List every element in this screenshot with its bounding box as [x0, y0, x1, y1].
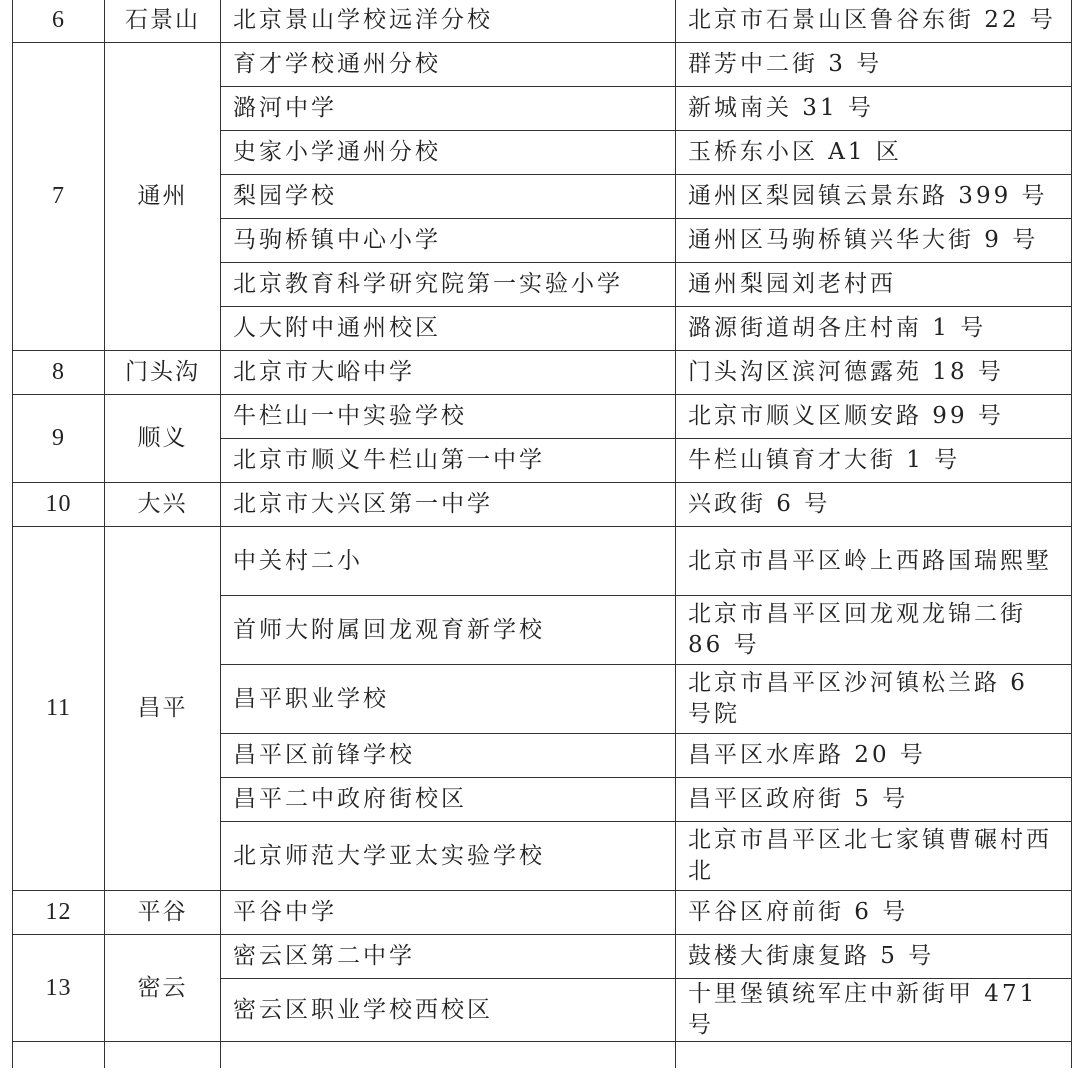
school-name: 昌平职业学校: [221, 665, 676, 734]
school-name: 人大附中通州校区: [221, 307, 676, 351]
district-name: 昌平: [105, 527, 221, 891]
school-name: 史家小学通州分校: [221, 131, 676, 175]
school-name: 平谷中学: [221, 891, 676, 935]
row-number: 7: [13, 43, 105, 351]
table-row: [13, 0, 1072, 43]
district-name: 顺义: [105, 395, 221, 483]
school-address: 门头沟区滨河德露苑 18 号: [676, 351, 1072, 395]
district-name: 门头沟: [105, 351, 221, 395]
school-name: 马驹桥镇中心小学: [221, 219, 676, 263]
school-address: 北京市石景山区鲁谷东街 22 号: [676, 0, 1072, 43]
district-name: 石景山: [105, 0, 221, 43]
school-address: 昌平区水库路 20 号: [676, 734, 1072, 778]
row-number: 13: [13, 935, 105, 1042]
table-row: [13, 483, 1072, 527]
school-name: 北京教育科学研究院第一实验小学: [221, 263, 676, 307]
table-row: [13, 935, 1072, 979]
school-address-table: [12, 0, 1072, 1068]
school-address: 十里堡镇统军庄中新街甲 471 号: [676, 979, 1072, 1042]
school-address: 北京市昌平区岭上西路国瑞熙墅: [676, 527, 1072, 596]
school-address: 通州梨园刘老村西: [676, 263, 1072, 307]
school-name: 北京市大兴区第一中学: [221, 483, 676, 527]
school-address: 通州区马驹桥镇兴华大街 9 号: [676, 219, 1072, 263]
district-name: 通州: [105, 43, 221, 351]
school-name: 北京市大峪中学: [221, 351, 676, 395]
school-name: 潞河中学: [221, 87, 676, 131]
school-address: 群芳中二街 3 号: [676, 43, 1072, 87]
school-name: 密云区第二中学: [221, 935, 676, 979]
school-address: 潞源街道胡各庄村南 1 号: [676, 307, 1072, 351]
school-name: 育才学校通州分校: [221, 43, 676, 87]
table-row: [13, 351, 1072, 395]
school-name: 首师大附属回龙观育新学校: [221, 596, 676, 665]
school-address: 北京市昌平区回龙观龙锦二街 86 号: [676, 596, 1072, 665]
school-name: 中关村二小: [221, 527, 676, 596]
table-row: [13, 43, 1072, 87]
row-number: 11: [13, 527, 105, 891]
school-address: 北京市昌平区沙河镇松兰路 6 号院: [676, 665, 1072, 734]
empty-cell: [13, 1042, 105, 1069]
row-number: 8: [13, 351, 105, 395]
row-number: 6: [13, 0, 105, 43]
table-row: [13, 395, 1072, 439]
school-list-document: [12, 0, 1071, 1068]
empty-cell: [221, 1042, 676, 1069]
school-address: 兴政街 6 号: [676, 483, 1072, 527]
row-number: 9: [13, 395, 105, 483]
school-address: 北京市昌平区北七家镇曹碾村西北: [676, 822, 1072, 891]
row-number: 10: [13, 483, 105, 527]
table-row: [13, 891, 1072, 935]
school-address: 鼓楼大街康复路 5 号: [676, 935, 1072, 979]
school-address: 通州区梨园镇云景东路 399 号: [676, 175, 1072, 219]
table-row: [13, 527, 1072, 596]
school-address: 昌平区政府街 5 号: [676, 778, 1072, 822]
school-name: 牛栏山一中实验学校: [221, 395, 676, 439]
district-name: 平谷: [105, 891, 221, 935]
school-name: 梨园学校: [221, 175, 676, 219]
district-name: 大兴: [105, 483, 221, 527]
empty-cell: [676, 1042, 1072, 1069]
school-name: 密云区职业学校西校区: [221, 979, 676, 1042]
school-address: 牛栏山镇育才大街 1 号: [676, 439, 1072, 483]
school-name: 昌平二中政府街校区: [221, 778, 676, 822]
school-address: 玉桥东小区 A1 区: [676, 131, 1072, 175]
school-name: 北京师范大学亚太实验学校: [221, 822, 676, 891]
school-name: 昌平区前锋学校: [221, 734, 676, 778]
table-row-partial: [13, 1042, 1072, 1069]
school-address: 新城南关 31 号: [676, 87, 1072, 131]
school-address: 平谷区府前街 6 号: [676, 891, 1072, 935]
empty-cell: [105, 1042, 221, 1069]
district-name: 密云: [105, 935, 221, 1042]
school-name: 北京景山学校远洋分校: [221, 0, 676, 43]
school-name: 北京市顺义牛栏山第一中学: [221, 439, 676, 483]
school-address: 北京市顺义区顺安路 99 号: [676, 395, 1072, 439]
row-number: 12: [13, 891, 105, 935]
